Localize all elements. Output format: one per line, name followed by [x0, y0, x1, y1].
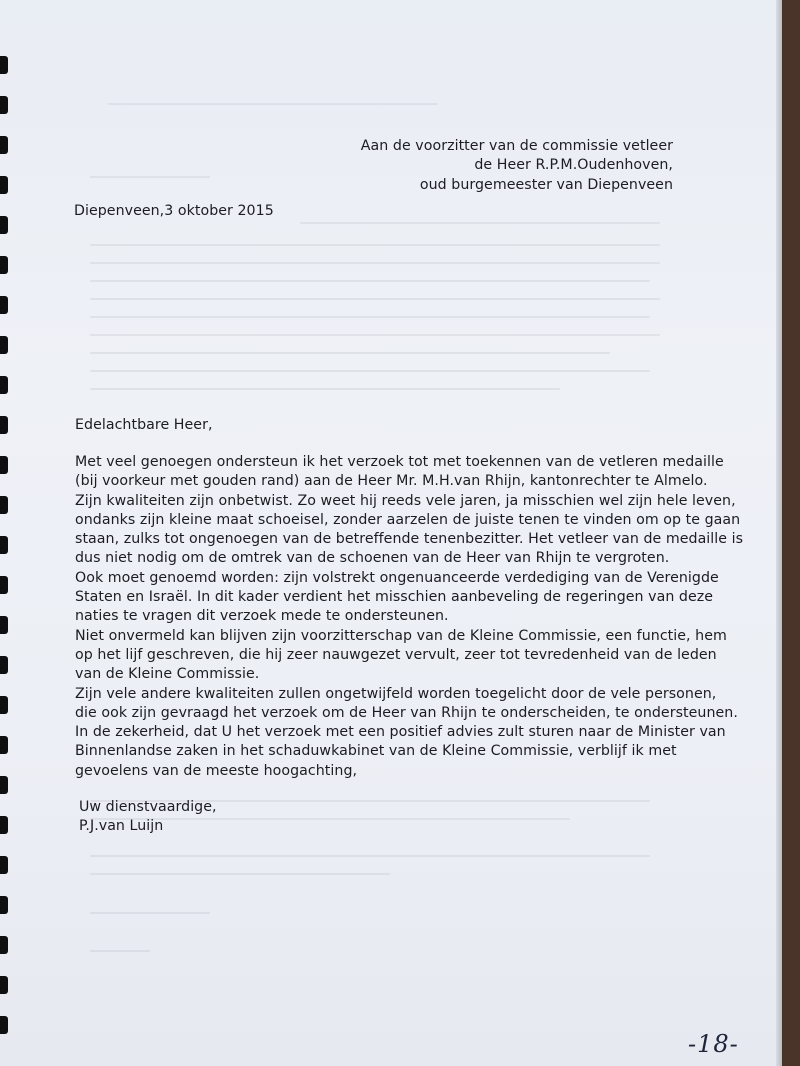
letter-date: Diepenveen,3 oktober 2015 [74, 203, 274, 219]
page-edge [776, 0, 782, 1066]
body-line: van de Kleine Commissie. [75, 666, 260, 683]
body-line: Staten en Israël. In dit kader verdient het misschien aanbeveling de regeringen van deze [75, 589, 714, 606]
signature-name: P.J.van Luijn [79, 818, 164, 835]
body-line: Zijn vele andere kwaliteiten zullen ongetwijfeld worden toegelicht door de vele personen, [75, 685, 717, 702]
body-line: die ook zijn gevraagd het verzoek om de Heer van Rhijn te onderscheiden, te ondersteunen. [75, 704, 738, 721]
salutation: Edelachtbare Heer, [75, 417, 213, 433]
addressee-block [361, 137, 673, 195]
body-line: Niet onvermeld kan blijven zijn voorzitterschap van de Kleine Commissie, een functie, hem [75, 627, 727, 644]
spiral-binding [0, 40, 10, 1060]
body-line: gevoelens van de meeste hoogachting, [75, 762, 358, 779]
letter-body [75, 453, 743, 781]
body-line: op het lijf geschreven, die hij zeer nauwgezet vervult, zeer tot tevredenheid van de leden [75, 646, 717, 663]
body-line: dus niet nodig om de omtrek van de schoenen van de Heer van Rhijn te vergroten. [75, 550, 670, 567]
body-line: In de zekerheid, dat U het verzoek met een positief advies zult sturen naar de Minister van [75, 724, 726, 741]
body-line: naties te vragen dit verzoek mede te ondersteunen. [75, 608, 449, 625]
addressee-line: de Heer R.P.M.Oudenhoven, [474, 157, 673, 174]
body-line: ondanks zijn kleine maat schoeisel, zonder aarzelen de juiste tenen te vinden om op te gaan [75, 511, 741, 528]
addressee-line: oud burgemeester van Diepenveen [419, 176, 673, 193]
body-line: Met veel genoegen ondersteun ik het verzoek tot met toekennen van de vetleren medaille [75, 454, 724, 470]
body-line: Binnenlandse zaken in het schaduwkabinet van de Kleine Commissie, verblijf ik met [75, 743, 677, 760]
handwritten-page-number: -18- [688, 1030, 739, 1058]
addressee-line: Aan de voorzitter van de commissie vetleer [360, 138, 673, 154]
body-line: Ook moet genoemd worden: zijn volstrekt ongenuanceerde verdediging van de Verenigde [75, 569, 719, 586]
body-line: staan, zulks tot ongenoegen van de betreffende tenenbezitter. Het vetleer van de medaille is [75, 531, 744, 548]
body-line: Zijn kwaliteiten zijn onbetwist. Zo weet hij reeds vele jaren, ja misschien wel zijn hele leven, [75, 492, 736, 509]
body-line: (bij voorkeur met gouden rand) aan de Heer Mr. M.H.van Rhijn, kantonrechter te Almelo. [75, 473, 708, 490]
closing-phrase: Uw dienstvaardige, [79, 799, 217, 815]
closing-block [79, 798, 217, 837]
